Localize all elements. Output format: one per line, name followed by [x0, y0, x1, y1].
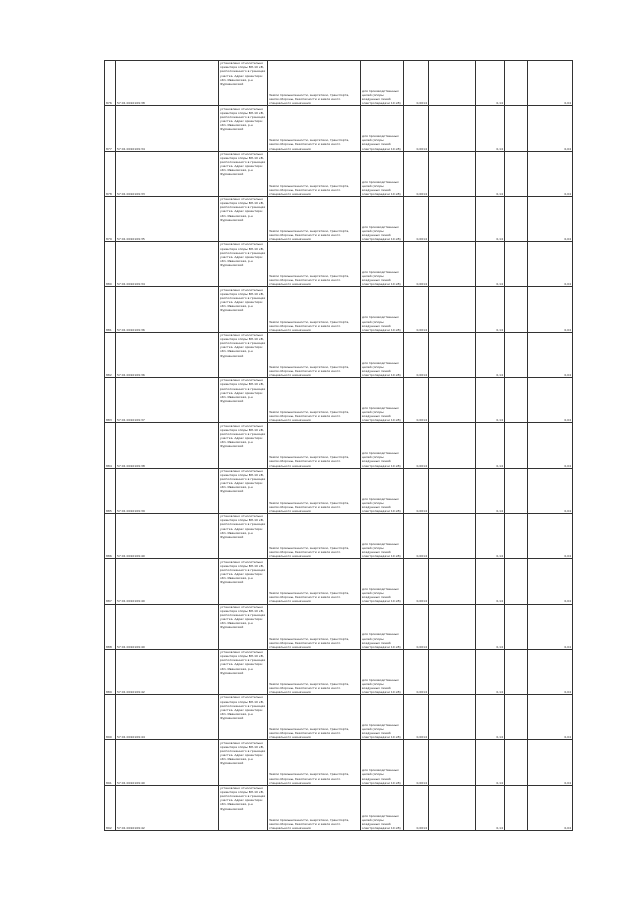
land-category-cell: Земли промышленности, энергетики, транспорта, земли обороны, безопасности и земли иного специального назначения — [268, 695, 361, 740]
empty-cell — [505, 513, 528, 558]
row-number-cell: 888 — [105, 604, 116, 649]
location-cell — [219, 151, 268, 196]
location-cell — [219, 559, 268, 604]
permitted-use-cell: для производственных целей (опоры воздушных линий электропередачи 10 кВ) — [361, 106, 404, 151]
value-cell: 0,04 — [528, 423, 573, 468]
row-number-cell: 890 — [105, 695, 116, 740]
area-cell: 0,0014 — [404, 378, 429, 423]
area-cell: 0,0014 — [404, 287, 429, 332]
value-cell: 0,14 — [476, 106, 505, 151]
table-row — [105, 604, 573, 649]
land-category-cell: Земли промышленности, энергетики, транспорта, земли обороны, безопасности и земли иного специального назначения — [268, 151, 361, 196]
land-category-cell: Земли промышленности, энергетики, транспорта, земли обороны, безопасности и земли иного специального назначения — [268, 468, 361, 513]
empty-cell — [505, 604, 528, 649]
location-cell — [219, 61, 268, 106]
permitted-use-cell: для производственных целей (опоры воздушных линий электропередачи 10 кВ) — [361, 559, 404, 604]
land-category-cell: Земли промышленности, энергетики, транспорта, земли обороны, безопасности и земли иного специального назначения — [268, 649, 361, 694]
value-cell: 0,04 — [528, 378, 573, 423]
permitted-use-cell: для производственных целей (опоры воздушных линий электропередачи 10 кВ) — [361, 196, 404, 241]
location-text: установлено относительно ориентира опоры ВЛ-10 кВ, расположенного в границах участка. Адрес ориентира: обл. Ивановская, р-н Фурмановский — [220, 151, 266, 177]
empty-cell — [429, 151, 476, 196]
location-cell — [219, 242, 268, 287]
value-cell: 0,14 — [476, 604, 505, 649]
location-text: установлено относительно ориентира опоры ВЛ-10 кВ, расположенного в границах участка. Адрес ориентира: обл. Ивановская, р-н Фурмановский — [220, 197, 266, 222]
permitted-use-cell: для производственных целей (опоры воздушных линий электропередачи 10 кВ) — [361, 740, 404, 785]
land-category-cell: Земли промышленности, энергетики, транспорта, земли обороны, безопасности и земли иного специального назначения — [268, 378, 361, 423]
permitted-use-cell: для производственных целей (опоры воздушных линий электропередачи 10 кВ) — [361, 151, 404, 196]
table-row — [105, 61, 573, 106]
area-cell: 0,0014 — [404, 468, 429, 513]
empty-cell — [505, 106, 528, 151]
location-cell — [219, 785, 268, 830]
location-cell — [219, 695, 268, 740]
row-number-cell: 891 — [105, 740, 116, 785]
row-number-cell: 882 — [105, 332, 116, 377]
cadastral-number-cell: 57:01:0010109:38 — [116, 61, 219, 106]
empty-cell — [505, 332, 528, 377]
cadastral-number-cell: 57:01:0010109:38 — [116, 423, 219, 468]
empty-cell — [429, 785, 476, 830]
location-cell — [219, 740, 268, 785]
table-row — [105, 242, 573, 287]
cadastral-number-cell: 57:01:0010109:40 — [116, 513, 219, 558]
location-text: установлено относительно ориентира опоры ВЛ-10 кВ, расположенного в границах участка. Адрес ориентира: обл. Ивановская, р-н Фурмановский — [220, 514, 266, 539]
location-cell — [219, 196, 268, 241]
value-cell: 0,04 — [528, 151, 573, 196]
value-cell: 0,04 — [528, 242, 573, 287]
land-category-cell: Земли промышленности, энергетики, транспорта, земли обороны, безопасности и земли иного специального назначения — [268, 785, 361, 830]
area-cell: 0,0014 — [404, 151, 429, 196]
location-text: установлено относительно ориентира опоры ВЛ-10 кВ, расположенного в границах участка. Адрес ориентира: обл. Ивановская, р-н Фурмановский — [220, 287, 266, 313]
permitted-use-cell: для производственных целей (опоры воздушных линий электропередачи 10 кВ) — [361, 695, 404, 740]
area-cell: 0,0014 — [404, 740, 429, 785]
area-cell: 0,0014 — [404, 604, 429, 649]
location-cell — [219, 604, 268, 649]
cadastral-number-cell: 57:01:0010109:34 — [116, 242, 219, 287]
cadastral-number-cell: 57:01:0010109:36 — [116, 332, 219, 377]
row-number-cell: 886 — [105, 513, 116, 558]
table-row — [105, 559, 573, 604]
value-cell: 0,14 — [476, 61, 505, 106]
location-text: установлено относительно ориентира опоры ВЛ-10 кВ, расположенного в границах участка. Адрес ориентира: обл. Ивановская, р-н Фурмановский — [220, 242, 266, 267]
area-cell: 0,0014 — [404, 196, 429, 241]
location-cell — [219, 378, 268, 423]
value-cell: 0,04 — [528, 513, 573, 558]
land-category-cell: Земли промышленности, энергетики, транспорта, земли обороны, безопасности и земли иного специального назначения — [268, 61, 361, 106]
empty-cell — [505, 61, 528, 106]
value-cell: 0,14 — [476, 332, 505, 377]
permitted-use-cell: для производственных целей (опоры воздушных линий электропередачи 10 кВ) — [361, 468, 404, 513]
location-text: установлено относительно ориентира опоры ВЛ-10 кВ, расположенного в границах участка. Адрес ориентира: обл. Ивановская, р-н Фурмановский — [220, 786, 266, 811]
cadastral-number-cell: 57:01:0010109:36 — [116, 287, 219, 332]
cadastral-number-cell: 57:01:0010109:44 — [116, 695, 219, 740]
value-cell: 0,14 — [476, 423, 505, 468]
row-number-cell: 883 — [105, 378, 116, 423]
table-row — [105, 378, 573, 423]
area-cell: 0,0014 — [404, 61, 429, 106]
cadastral-number-cell: 57:01:0010109:35 — [116, 196, 219, 241]
location-text: установлено относительно ориентира опоры ВЛ-10 кВ, расположенного в границах участка. Адрес ориентира: обл. Ивановская, р-н Фурмановский — [220, 423, 266, 449]
value-cell: 0,14 — [476, 287, 505, 332]
location-text: установлено относительно ориентира опоры ВЛ-10 кВ, расположенного в границах участка. Адрес ориентира: обл. Ивановская, р-н Фурмановский — [220, 695, 266, 720]
permitted-use-cell: для производственных целей (опоры воздушных линий электропередачи 10 кВ) — [361, 513, 404, 558]
location-text: установлено относительно ориентира опоры ВЛ-10 кВ, расположенного в границах участка. Адрес ориентира: обл. Ивановская, р-н Фурмановский — [220, 740, 266, 766]
row-number-cell: 876 — [105, 61, 116, 106]
land-category-cell: Земли промышленности, энергетики, транспорта, земли обороны, безопасности и земли иного специального назначения — [268, 604, 361, 649]
land-category-cell: Земли промышленности, энергетики, транспорта, земли обороны, безопасности и земли иного специального назначения — [268, 740, 361, 785]
location-text: установлено относительно ориентира опоры ВЛ-10 кВ, расположенного в границах участка. Адрес ориентира: обл. Ивановская, р-н Фурмановский — [220, 378, 266, 403]
land-category-cell: Земли промышленности, энергетики, транспорта, земли обороны, безопасности и земли иного специального назначения — [268, 423, 361, 468]
table-row — [105, 695, 573, 740]
value-cell: 0,04 — [528, 559, 573, 604]
location-cell — [219, 468, 268, 513]
location-cell — [219, 423, 268, 468]
value-cell: 0,14 — [476, 785, 505, 830]
value-cell: 0,04 — [528, 785, 573, 830]
empty-cell — [429, 468, 476, 513]
location-cell — [219, 106, 268, 151]
table-row — [105, 740, 573, 785]
empty-cell — [505, 423, 528, 468]
land-category-cell: Земли промышленности, энергетики, транспорта, земли обороны, безопасности и земли иного специального назначения — [268, 242, 361, 287]
row-number-cell: 889 — [105, 649, 116, 694]
table-row — [105, 423, 573, 468]
area-cell: 0,0014 — [404, 785, 429, 830]
land-category-cell: Земли промышленности, энергетики, транспорта, земли обороны, безопасности и земли иного специального назначения — [268, 287, 361, 332]
empty-cell — [429, 196, 476, 241]
value-cell: 0,04 — [528, 287, 573, 332]
table-row — [105, 785, 573, 830]
location-cell — [219, 332, 268, 377]
value-cell: 0,14 — [476, 468, 505, 513]
area-cell: 0,0014 — [404, 423, 429, 468]
cadastral-number-cell: 57:01:0010109:42 — [116, 785, 219, 830]
empty-cell — [429, 61, 476, 106]
table-row — [105, 332, 573, 377]
value-cell: 0,04 — [528, 740, 573, 785]
row-number-cell: 879 — [105, 196, 116, 241]
row-number-cell: 885 — [105, 468, 116, 513]
cadastral-number-cell: 57:01:0010109:42 — [116, 649, 219, 694]
empty-cell — [505, 649, 528, 694]
location-cell — [219, 649, 268, 694]
document-sheet — [104, 60, 571, 831]
empty-cell — [505, 378, 528, 423]
area-cell: 0,0014 — [404, 513, 429, 558]
value-cell: 0,14 — [476, 740, 505, 785]
row-number-cell: 884 — [105, 423, 116, 468]
empty-cell — [429, 649, 476, 694]
empty-cell — [429, 559, 476, 604]
location-text: установлено относительно ориентира опоры ВЛ-10 кВ, расположенного в границах участка. Адрес ориентира: обл. Ивановская, р-н Фурмановский — [220, 604, 266, 630]
land-category-cell: Земли промышленности, энергетики, транспорта, земли обороны, безопасности и земли иного специального назначения — [268, 106, 361, 151]
empty-cell — [505, 559, 528, 604]
empty-cell — [429, 242, 476, 287]
empty-cell — [505, 287, 528, 332]
table-row — [105, 287, 573, 332]
empty-cell — [429, 740, 476, 785]
area-cell: 0,0014 — [404, 649, 429, 694]
location-text: установлено относительно ориентира опоры ВЛ-10 кВ, расположенного в границах участка. Адрес ориентира: обл. Ивановская, р-н Фурмановский — [220, 650, 266, 675]
cadastral-number-cell: 57:01:0010109:39 — [116, 468, 219, 513]
row-number-cell: 881 — [105, 287, 116, 332]
area-cell: 0,0014 — [404, 242, 429, 287]
value-cell: 0,04 — [528, 61, 573, 106]
empty-cell — [505, 242, 528, 287]
land-plots-table — [104, 60, 573, 831]
cadastral-number-cell: 57:01:0010109:37 — [116, 378, 219, 423]
value-cell: 0,04 — [528, 468, 573, 513]
value-cell: 0,04 — [528, 695, 573, 740]
table-row — [105, 649, 573, 694]
empty-cell — [505, 695, 528, 740]
cadastral-number-cell: 57:01:0010109:33 — [116, 151, 219, 196]
area-cell: 0,0014 — [404, 332, 429, 377]
value-cell: 0,14 — [476, 559, 505, 604]
permitted-use-cell: для производственных целей (опоры воздушных линий электропередачи 10 кВ) — [361, 61, 404, 106]
empty-cell — [505, 740, 528, 785]
permitted-use-cell: для производственных целей (опоры воздушных линий электропередачи 10 кВ) — [361, 332, 404, 377]
permitted-use-cell: для производственных целей (опоры воздушных линий электропередачи 10 кВ) — [361, 423, 404, 468]
row-number-cell: 877 — [105, 106, 116, 151]
empty-cell — [429, 423, 476, 468]
value-cell: 0,14 — [476, 242, 505, 287]
empty-cell — [505, 785, 528, 830]
location-text: установлено относительно ориентира опоры ВЛ-10 кВ, расположенного в границах участка. Адрес ориентира: обл. Ивановская, р-н Фурмановский — [220, 106, 266, 132]
empty-cell — [505, 196, 528, 241]
land-category-cell: Земли промышленности, энергетики, транспорта, земли обороны, безопасности и земли иного специального назначения — [268, 196, 361, 241]
empty-cell — [429, 287, 476, 332]
cadastral-number-cell: 57:01:0010109:34 — [116, 106, 219, 151]
table-row — [105, 196, 573, 241]
permitted-use-cell: для производственных целей (опоры воздушных линий электропередачи 10 кВ) — [361, 378, 404, 423]
value-cell: 0,04 — [528, 604, 573, 649]
location-cell — [219, 287, 268, 332]
row-number-cell: 880 — [105, 242, 116, 287]
permitted-use-cell: для производственных целей (опоры воздушных линий электропередачи 10 кВ) — [361, 287, 404, 332]
permitted-use-cell: для производственных целей (опоры воздушных линий электропередачи 10 кВ) — [361, 604, 404, 649]
permitted-use-cell: для производственных целей (опоры воздушных линий электропередачи 10 кВ) — [361, 785, 404, 830]
value-cell: 0,14 — [476, 695, 505, 740]
location-text: установлено относительно ориентира опоры ВЛ-10 кВ, расположенного в границах участка. Адрес ориентира: обл. Ивановская, р-н Фурмановский — [220, 559, 266, 585]
area-cell: 0,0014 — [404, 695, 429, 740]
location-text: установлено относительно ориентира опоры ВЛ-10 кВ, расположенного в границах участка. Адрес ориентира: обл. Ивановская, р-н Фурмановский — [220, 61, 266, 86]
land-category-cell: Земли промышленности, энергетики, транспорта, земли обороны, безопасности и земли иного специального назначения — [268, 332, 361, 377]
empty-cell — [429, 604, 476, 649]
empty-cell — [505, 468, 528, 513]
value-cell: 0,04 — [528, 332, 573, 377]
area-cell: 0,0014 — [404, 106, 429, 151]
value-cell: 0,14 — [476, 196, 505, 241]
empty-cell — [429, 378, 476, 423]
table-body — [105, 61, 573, 831]
empty-cell — [505, 151, 528, 196]
value-cell: 0,14 — [476, 378, 505, 423]
location-text: установлено относительно ориентира опоры ВЛ-10 кВ, расположенного в границах участка. Адрес ориентира: обл. Ивановская, р-н Фурмановский — [220, 468, 266, 494]
table-row — [105, 106, 573, 151]
value-cell: 0,04 — [528, 106, 573, 151]
value-cell: 0,14 — [476, 649, 505, 694]
table-row — [105, 151, 573, 196]
empty-cell — [429, 513, 476, 558]
land-category-cell: Земли промышленности, энергетики, транспорта, земли обороны, безопасности и земли иного специального назначения — [268, 513, 361, 558]
table-row — [105, 468, 573, 513]
area-cell: 0,0014 — [404, 559, 429, 604]
cadastral-number-cell: 57:01:0010109:40 — [116, 604, 219, 649]
empty-cell — [429, 332, 476, 377]
empty-cell — [429, 695, 476, 740]
land-category-cell: Земли промышленности, энергетики, транспорта, земли обороны, безопасности и земли иного специального назначения — [268, 559, 361, 604]
value-cell: 0,04 — [528, 196, 573, 241]
value-cell: 0,14 — [476, 513, 505, 558]
permitted-use-cell: для производственных целей (опоры воздушных линий электропередачи 10 кВ) — [361, 649, 404, 694]
cadastral-number-cell: 57:01:0010109:40 — [116, 559, 219, 604]
empty-cell — [429, 106, 476, 151]
row-number-cell: 892 — [105, 785, 116, 830]
value-cell: 0,04 — [528, 649, 573, 694]
table-row — [105, 513, 573, 558]
location-cell — [219, 513, 268, 558]
value-cell: 0,14 — [476, 151, 505, 196]
row-number-cell: 878 — [105, 151, 116, 196]
location-text: установлено относительно ориентира опоры ВЛ-10 кВ, расположенного в границах участка. Адрес ориентира: обл. Ивановская, р-н Фурмановский — [220, 333, 266, 358]
cadastral-number-cell: 57:01:0010109:40 — [116, 740, 219, 785]
row-number-cell: 887 — [105, 559, 116, 604]
permitted-use-cell: для производственных целей (опоры воздушных линий электропередачи 10 кВ) — [361, 242, 404, 287]
